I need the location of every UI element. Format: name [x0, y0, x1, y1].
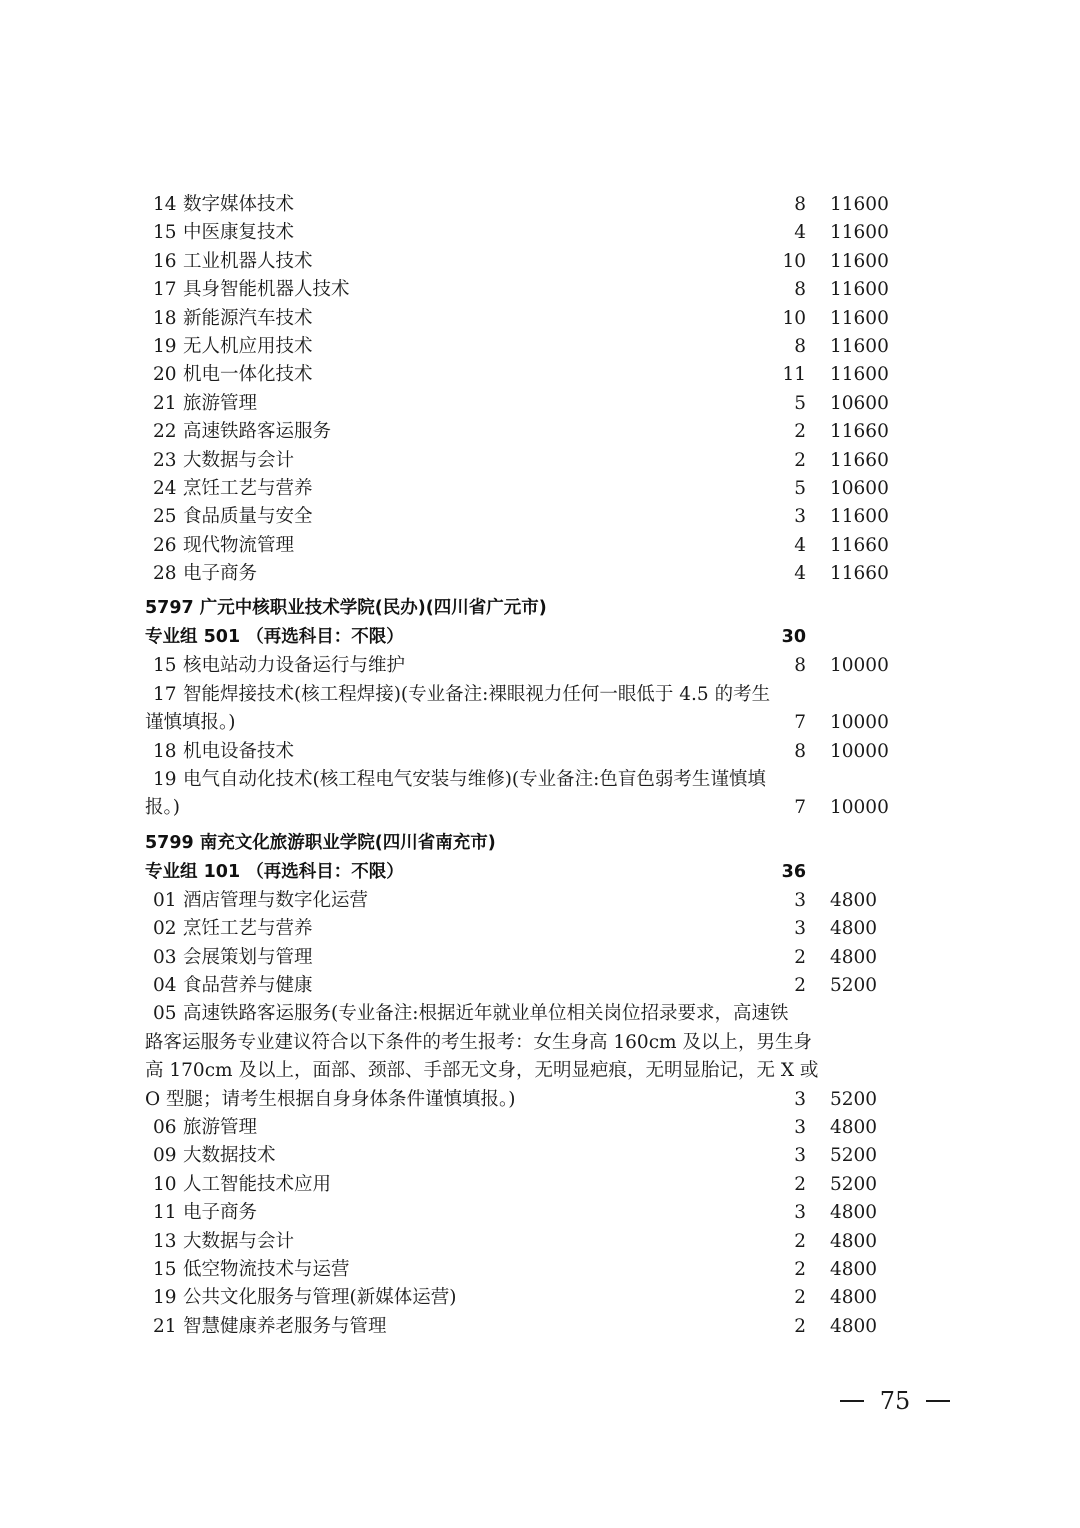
major-group-label: 专业组 101 （再选科目：不限）	[145, 861, 404, 882]
major-fee: 10000	[830, 797, 889, 819]
major-code: 01	[153, 889, 177, 911]
major-row-continuation	[0, 1029, 1080, 1057]
major-code: 21	[153, 1315, 177, 1337]
major-row	[0, 1284, 1080, 1312]
major-code: 20	[153, 364, 177, 386]
major-name: 食品营养与健康	[183, 974, 313, 996]
major-row	[0, 1114, 1080, 1142]
major-code: 16	[153, 250, 177, 272]
major-code: 17	[153, 683, 177, 705]
continued-major-list	[0, 191, 1080, 588]
major-name: 无人机应用技术	[183, 335, 313, 357]
major-count: 5	[794, 392, 806, 414]
major-row	[0, 766, 1080, 794]
major-fee: 10600	[830, 392, 889, 414]
major-name-continuation: 路客运服务专业建议符合以下条件的考生报考：女生身高 160cm 及以上，男生身	[145, 1031, 812, 1053]
major-row	[0, 305, 1080, 333]
major-name: 电子商务	[183, 563, 258, 585]
page-number-text: 75	[879, 1387, 911, 1415]
major-name-continuation: 谨慎填报。)	[145, 712, 236, 734]
major-row	[0, 972, 1080, 1000]
major-fee: 11600	[830, 506, 889, 528]
major-code: 28	[153, 563, 177, 585]
major-row	[0, 191, 1080, 219]
major-fee: 11600	[830, 364, 889, 386]
major-row	[0, 390, 1080, 418]
major-fee: 4800	[830, 1230, 878, 1252]
major-name: 烹饪工艺与营养	[183, 477, 313, 499]
institution-title-text: 5797 广元中核职业技术学院(民办)(四川省广元市)	[145, 598, 547, 619]
major-row	[0, 248, 1080, 276]
major-row	[0, 915, 1080, 943]
institution-title	[0, 829, 1080, 858]
major-row	[0, 652, 1080, 680]
major-name: 电气自动化技术(核工程电气安装与维修)(专业备注:色盲色弱考生谨慎填	[183, 769, 766, 791]
major-fee: 5200	[830, 1145, 878, 1167]
major-fee: 10600	[830, 477, 889, 499]
major-row	[0, 1313, 1080, 1341]
major-name: 工业机器人技术	[183, 250, 313, 272]
major-count: 2	[794, 1230, 806, 1252]
major-count: 2	[794, 1315, 806, 1337]
major-fee: 11600	[830, 279, 889, 301]
major-fee: 11600	[830, 335, 889, 357]
major-count: 5	[794, 477, 806, 499]
major-count: 8	[794, 279, 806, 301]
major-count: 3	[794, 1145, 806, 1167]
major-row	[0, 944, 1080, 972]
major-fee: 5200	[830, 1088, 878, 1110]
institution-title	[0, 594, 1080, 623]
major-row	[0, 1228, 1080, 1256]
major-name: 人工智能技术应用	[183, 1173, 332, 1195]
major-count: 4	[794, 534, 806, 556]
major-name: 机电一体化技术	[183, 364, 313, 386]
major-code: 19	[153, 335, 177, 357]
major-group-label: 专业组 501 （再选科目：不限）	[145, 627, 404, 648]
major-row	[0, 1142, 1080, 1170]
major-code: 19	[153, 1287, 177, 1309]
major-fee: 11660	[830, 534, 889, 556]
major-fee: 10000	[830, 740, 889, 762]
major-fee: 5200	[830, 1173, 878, 1195]
major-code: 14	[153, 194, 177, 215]
major-fee: 4800	[830, 1287, 878, 1309]
major-code: 23	[153, 449, 177, 471]
major-fee: 11600	[830, 250, 889, 272]
major-code: 15	[153, 655, 177, 677]
page-number-right-dash	[926, 1400, 950, 1401]
major-count: 3	[794, 889, 806, 911]
major-fee: 5200	[830, 974, 878, 996]
page-number	[840, 1384, 950, 1418]
major-code: 24	[153, 477, 177, 499]
major-count: 2	[794, 421, 806, 443]
major-name: 高速铁路客运服务(专业备注:根据近年就业单位相关岗位招录要求，高速铁	[183, 1003, 789, 1025]
major-code: 06	[153, 1116, 177, 1138]
major-count: 4	[794, 563, 806, 585]
major-row	[0, 560, 1080, 588]
major-code: 11	[153, 1202, 177, 1224]
major-count: 8	[794, 655, 806, 677]
major-fee: 11600	[830, 194, 889, 215]
major-count: 4	[794, 222, 806, 244]
page-number-left-dash	[840, 1400, 864, 1401]
major-name: 电子商务	[183, 1202, 258, 1224]
major-group-count: 30	[781, 627, 806, 648]
major-code: 17	[153, 279, 177, 301]
major-name-continuation: 高 170cm 及以上，面部、颈部、手部无文身，无明显疤痕，无明显胎记，无 X 或	[145, 1060, 819, 1082]
major-count: 3	[794, 506, 806, 528]
major-row	[0, 887, 1080, 915]
major-count: 2	[794, 946, 806, 968]
major-count: 3	[794, 1088, 806, 1110]
major-count: 8	[794, 194, 806, 215]
major-name: 高速铁路客运服务	[183, 421, 332, 443]
major-count: 3	[794, 1202, 806, 1224]
major-fee: 4800	[830, 918, 878, 940]
major-name: 核电站动力设备运行与维护	[183, 655, 406, 677]
major-count: 2	[794, 1173, 806, 1195]
major-row	[0, 1199, 1080, 1227]
major-code: 22	[153, 421, 177, 443]
major-name: 大数据技术	[183, 1145, 276, 1167]
major-row-continuation	[0, 709, 1080, 737]
major-count: 8	[794, 740, 806, 762]
major-row	[0, 532, 1080, 560]
major-row	[0, 361, 1080, 389]
major-fee: 4800	[830, 946, 878, 968]
major-fee: 11600	[830, 307, 889, 329]
major-row	[0, 503, 1080, 531]
major-name: 智慧健康养老服务与管理	[183, 1315, 387, 1337]
major-group-header	[0, 623, 1080, 652]
major-fee: 4800	[830, 1315, 878, 1337]
major-name: 低空物流技术与运营	[183, 1258, 350, 1280]
major-name: 大数据与会计	[183, 1230, 295, 1252]
institution-section	[0, 829, 1080, 1341]
major-name: 公共文化服务与管理(新媒体运营)	[183, 1287, 457, 1309]
major-fee: 4800	[830, 1258, 878, 1280]
major-group-count: 36	[781, 861, 806, 882]
major-name: 大数据与会计	[183, 449, 295, 471]
major-fee: 11600	[830, 222, 889, 244]
major-count: 7	[794, 797, 806, 819]
major-code: 04	[153, 974, 177, 996]
major-row	[0, 219, 1080, 247]
major-fee: 10000	[830, 712, 889, 734]
major-name: 旅游管理	[183, 392, 258, 414]
major-row	[0, 333, 1080, 361]
institution-title-text: 5799 南充文化旅游职业学院(四川省南充市)	[145, 832, 496, 853]
major-fee: 4800	[830, 1116, 878, 1138]
major-row-continuation	[0, 1057, 1080, 1085]
major-code: 25	[153, 506, 177, 528]
major-count: 2	[794, 449, 806, 471]
major-code: 03	[153, 946, 177, 968]
major-code: 19	[153, 769, 177, 791]
major-count: 3	[794, 918, 806, 940]
major-fee: 4800	[830, 1202, 878, 1224]
major-count: 2	[794, 1258, 806, 1280]
major-code: 15	[153, 222, 177, 244]
major-row	[0, 681, 1080, 709]
major-row	[0, 1000, 1080, 1028]
major-name: 烹饪工艺与营养	[183, 918, 313, 940]
major-fee: 11660	[830, 563, 889, 585]
major-row-continuation	[0, 794, 1080, 822]
major-code: 09	[153, 1145, 177, 1167]
major-name: 中医康复技术	[183, 222, 295, 244]
major-row	[0, 475, 1080, 503]
document-body	[0, 191, 1080, 1341]
major-code: 18	[153, 307, 177, 329]
major-fee: 11660	[830, 449, 889, 471]
institution-section	[0, 594, 1080, 822]
major-name-continuation: 报。)	[145, 797, 180, 819]
major-group-header	[0, 858, 1080, 887]
major-name: 会展策划与管理	[183, 946, 313, 968]
major-count: 3	[794, 1116, 806, 1138]
major-code: 26	[153, 534, 177, 556]
major-code: 21	[153, 392, 177, 414]
major-fee: 4800	[830, 889, 878, 911]
major-row	[0, 418, 1080, 446]
major-name: 智能焊接技术(核工程焊接)(专业备注:裸眼视力任何一眼低于 4.5 的考生	[183, 683, 771, 705]
major-code: 05	[153, 1003, 177, 1025]
major-count: 10	[782, 307, 806, 329]
major-row-continuation	[0, 1086, 1080, 1114]
major-row	[0, 738, 1080, 766]
major-name: 旅游管理	[183, 1116, 258, 1138]
major-code: 15	[153, 1258, 177, 1280]
major-name: 食品质量与安全	[183, 506, 313, 528]
major-count: 2	[794, 974, 806, 996]
major-count: 2	[794, 1287, 806, 1309]
major-count: 10	[782, 250, 806, 272]
major-row	[0, 447, 1080, 475]
major-name: 数字媒体技术	[183, 194, 295, 215]
major-name-continuation: O 型腿；请考生根据自身身体条件谨慎填报。)	[145, 1088, 516, 1110]
major-fee: 11660	[830, 421, 889, 443]
major-count: 7	[794, 712, 806, 734]
major-count: 11	[782, 364, 806, 386]
major-row	[0, 1171, 1080, 1199]
major-code: 18	[153, 740, 177, 762]
major-name: 现代物流管理	[183, 534, 295, 556]
major-name: 具身智能机器人技术	[183, 279, 350, 301]
major-code: 10	[153, 1173, 177, 1195]
major-count: 8	[794, 335, 806, 357]
major-name: 机电设备技术	[183, 740, 295, 762]
major-code: 13	[153, 1230, 177, 1252]
major-name: 新能源汽车技术	[183, 307, 313, 329]
major-fee: 10000	[830, 655, 889, 677]
major-code: 02	[153, 918, 177, 940]
major-row	[0, 276, 1080, 304]
major-row	[0, 1256, 1080, 1284]
major-name: 酒店管理与数字化运营	[183, 889, 369, 911]
